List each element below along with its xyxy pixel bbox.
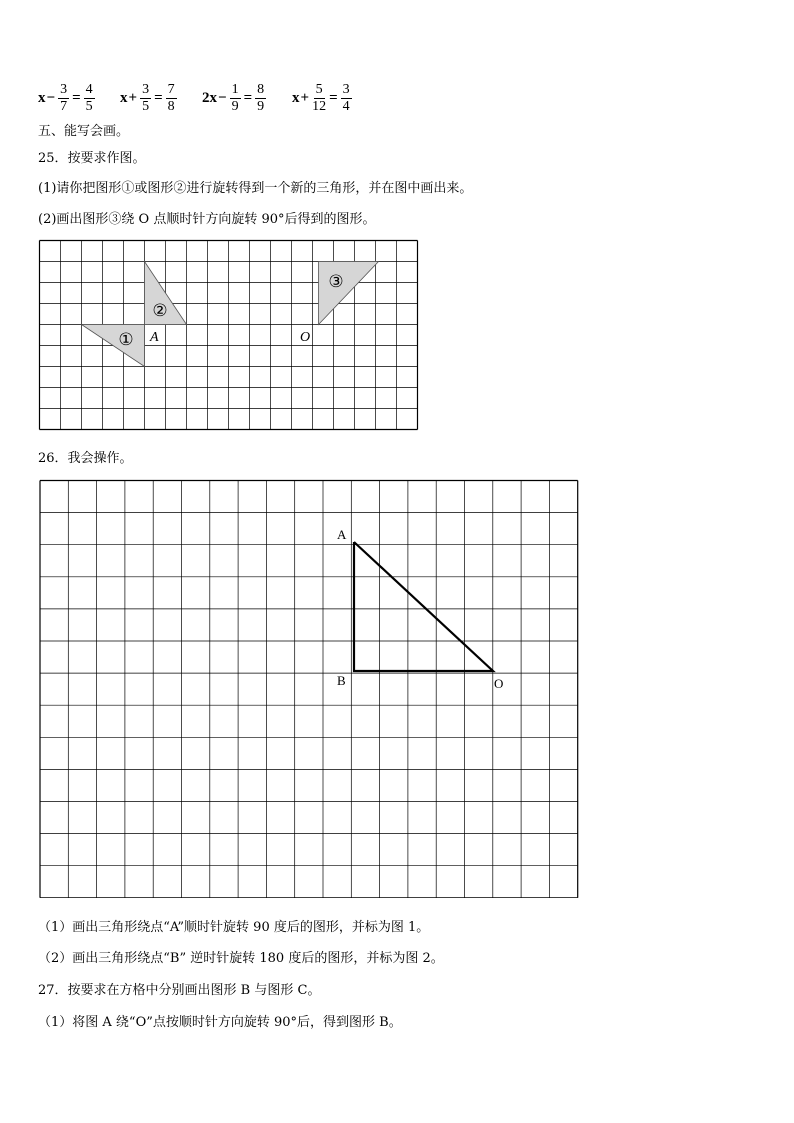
- section-five-heading: 五、能写会画。: [38, 124, 130, 139]
- numerator: 5: [315, 81, 323, 97]
- denominator: 8: [167, 98, 175, 114]
- numerator: 3: [60, 81, 68, 97]
- q26-part1: （1）画出三角形绕点“A”顺时针旋转 90 度后的图形，并标为图 1。: [38, 920, 430, 935]
- point-a-label: A: [150, 330, 159, 345]
- triangle-abo: [354, 542, 493, 671]
- point-o-label: O: [300, 330, 311, 345]
- vertex-b-label: B: [337, 673, 346, 688]
- fraction: [230, 82, 241, 115]
- q27-part1: （1）将图 A 绕“O”点按顺时针方向旋转 90°后，得到图形 B。: [38, 1015, 402, 1030]
- denominator: 5: [142, 98, 150, 114]
- q26-grid-figure: [38, 478, 582, 898]
- equals-sign: =: [243, 89, 253, 106]
- equation-operator: −: [218, 89, 227, 106]
- equation-operator: −: [46, 89, 56, 106]
- q25-part1: (1)请你把图形①或图形②进行旋转得到一个新的三角形，并在图中画出来。: [38, 181, 473, 196]
- denominator: 12: [312, 98, 327, 114]
- fraction: [58, 82, 69, 115]
- denominator: 5: [85, 98, 93, 114]
- fraction: [255, 82, 266, 115]
- equation-variable: x: [38, 89, 46, 106]
- denominator: 4: [342, 98, 350, 114]
- fraction: [84, 82, 95, 115]
- fraction: [341, 82, 352, 115]
- equation-3: [202, 76, 268, 120]
- numerator: 3: [142, 81, 150, 97]
- denominator: 7: [60, 98, 68, 114]
- equation-operator: +: [128, 89, 138, 106]
- q25-title: 25．按要求作图。: [38, 151, 146, 166]
- equation-variable: x: [292, 89, 300, 106]
- denominator: 9: [257, 98, 265, 114]
- q27-title: 27．按要求在方格中分别画出图形 B 与图形 C。: [38, 983, 321, 998]
- denominator: 9: [231, 98, 239, 114]
- equation-variable: 2x: [202, 89, 217, 106]
- fraction: [312, 82, 326, 115]
- equation-2: [120, 76, 179, 120]
- numerator: 4: [85, 81, 93, 97]
- numerator: 3: [342, 81, 350, 97]
- equals-sign: =: [329, 89, 338, 106]
- fraction: [140, 82, 151, 115]
- shape-1-label: ①: [118, 330, 134, 349]
- shape-3: [319, 262, 379, 325]
- fraction: [166, 82, 177, 115]
- equation-operator: +: [300, 89, 310, 106]
- vertex-o-label: O: [494, 676, 504, 691]
- shape-3-label: ③: [328, 272, 344, 291]
- q25-part2: (2)画出图形③绕 O 点顺时针方向旋转 90°后得到的图形。: [38, 212, 376, 227]
- q26-part2: （2）画出三角形绕点“B” 逆时针旋转 180 度后的图形，并标为图 2。: [38, 951, 444, 966]
- equation-1: [38, 76, 97, 120]
- vertex-a-label: A: [337, 527, 347, 542]
- numerator: 7: [167, 81, 175, 97]
- equation-variable: x: [120, 89, 128, 106]
- q25-grid-figure: [38, 237, 424, 435]
- equals-sign: =: [72, 89, 81, 106]
- numerator: 8: [257, 81, 265, 97]
- shape-2-label: ②: [152, 301, 168, 320]
- equals-sign: =: [154, 89, 163, 106]
- q26-title: 26．我会操作。: [38, 451, 133, 466]
- equation-4: [292, 76, 354, 120]
- numerator: 1: [231, 81, 239, 97]
